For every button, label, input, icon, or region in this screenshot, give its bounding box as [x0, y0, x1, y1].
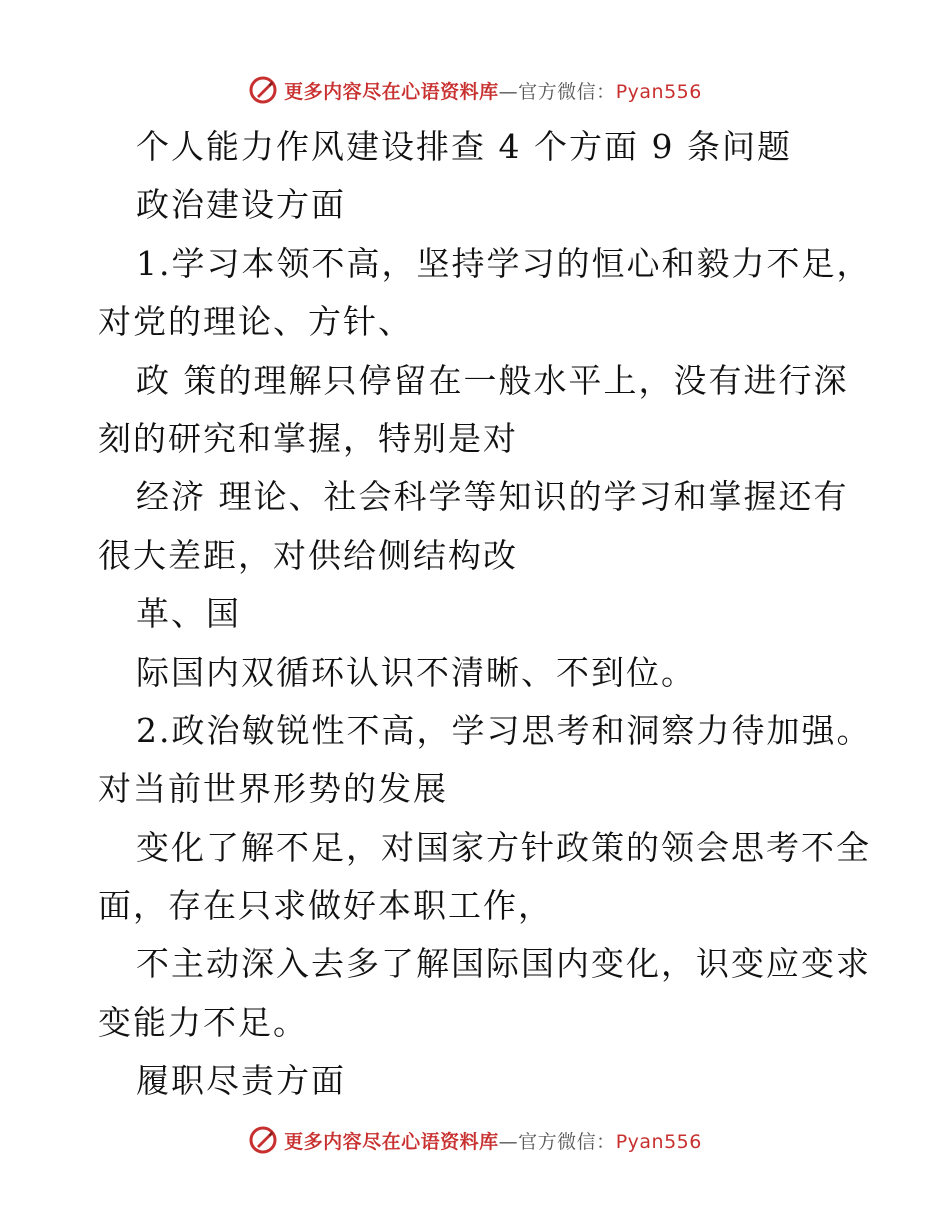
paragraph-line: 际国内双循环认识不清晰、不到位。	[136, 652, 696, 692]
paragraph-line: 很大差距，对供给侧结构改	[98, 535, 518, 575]
watermark-text-library: 更多内容尽在心语资料库	[284, 1130, 499, 1153]
paragraph-line: 1.学习本领不高，坚持学习的恒心和毅力不足，	[136, 243, 872, 283]
section-heading: 政治建设方面	[136, 185, 346, 225]
paragraph-line: 革、国	[136, 594, 241, 634]
paragraph-line: 变化了解不足，对国家方针政策的领会思考不全	[136, 827, 871, 867]
paragraph-line: 不主动深入去多了解国际国内变化，识变应变求	[136, 944, 871, 984]
paragraph-line: 刻的研究和掌握，特别是对	[98, 418, 518, 458]
watermark-text	[284, 1127, 702, 1154]
footer-watermark	[0, 1120, 950, 1160]
section-heading: 履职尽责方面	[136, 1061, 346, 1101]
pen-nib-logo-icon	[248, 75, 278, 105]
watermark-text-wechat-id: Pyan556	[615, 1130, 702, 1153]
watermark-text-wechat-id: Pyan556	[615, 80, 702, 103]
paragraph-line: 对党的理论、方针、	[98, 302, 413, 342]
paragraph-line: 变能力不足。	[98, 1002, 308, 1042]
paragraph-line: 面，存在只求做好本职工作，	[98, 886, 553, 926]
watermark-text-wechat-label: —官方微信：	[498, 1130, 616, 1153]
watermark-text-library: 更多内容尽在心语资料库	[284, 80, 499, 103]
document-body	[98, 118, 872, 1111]
header-watermark	[0, 70, 950, 110]
pen-nib-logo-icon	[248, 1125, 278, 1155]
paragraph-line: 对当前世界形势的发展	[98, 769, 448, 809]
watermark-text	[284, 77, 702, 104]
watermark-text-wechat-label: —官方微信：	[498, 80, 616, 103]
paragraph-line: 政 策的理解只停留在一般水平上，没有进行深	[136, 360, 849, 400]
doc-title: 个人能力作风建设排查 4 个方面 9 条问题	[136, 127, 792, 166]
paragraph-line: 经济 理论、社会科学等知识的学习和掌握还有	[136, 477, 849, 517]
paragraph-line: 2.政治敏锐性不高，学习思考和洞察力待加强。	[136, 710, 872, 750]
